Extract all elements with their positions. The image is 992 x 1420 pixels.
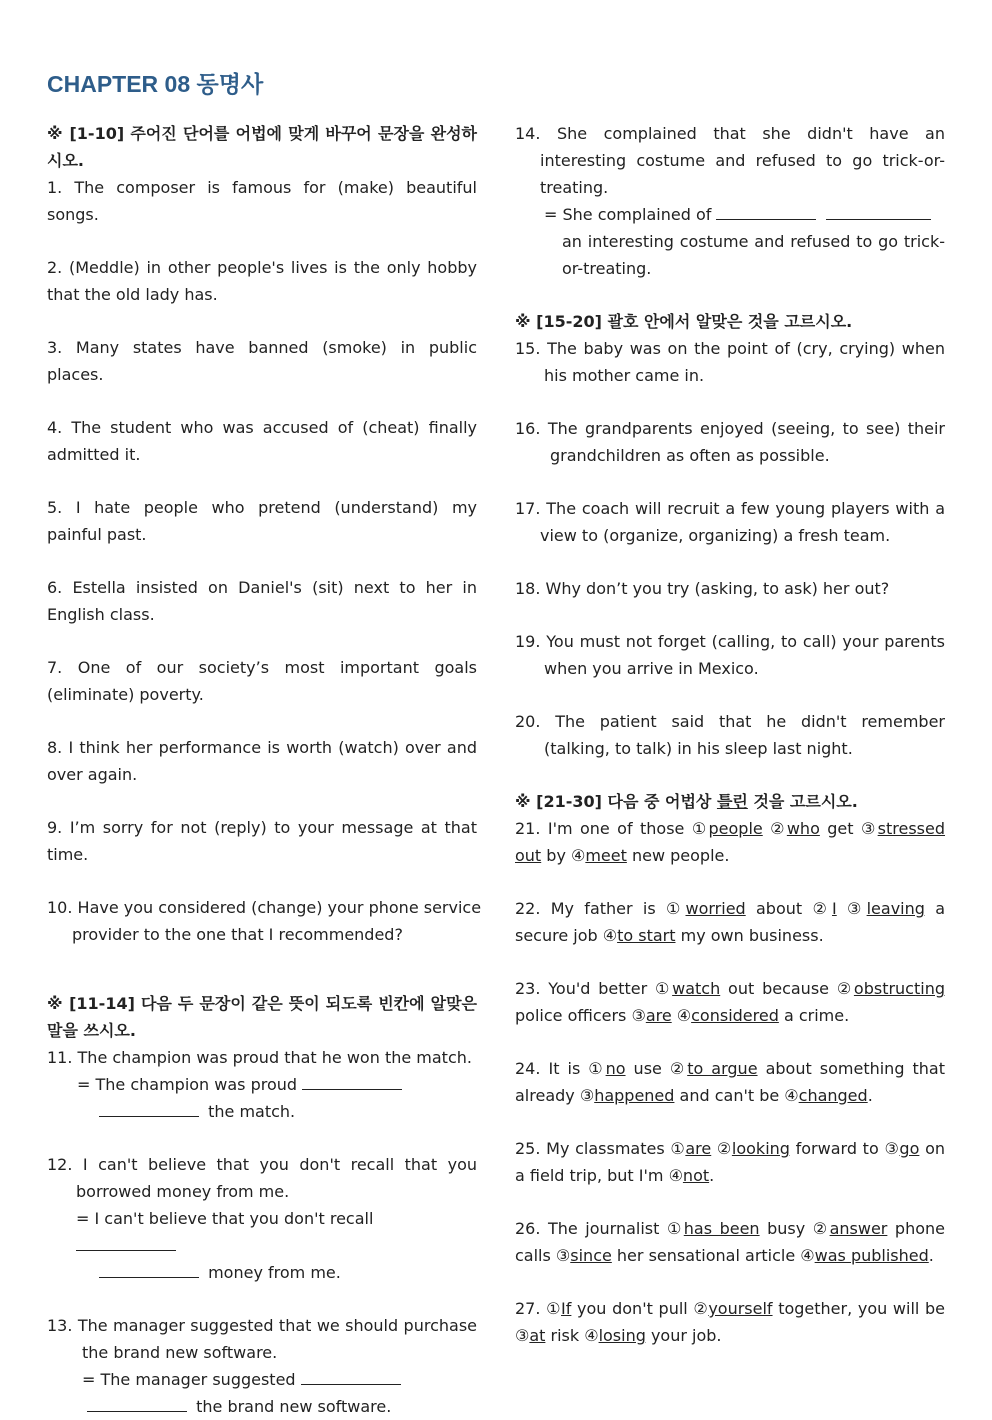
sentence-text: . [709,1166,715,1185]
question-22 [515,895,945,949]
question-2: 2. (Meddle) in other people's lives is the only hobby that the old lady has. [47,258,477,304]
sentence-text: a crime. [778,1006,850,1025]
question-18: 18. Why don’t you try (asking, to ask) her out? [515,579,890,598]
sentence-text: risk ④ [545,1326,599,1345]
question-12-answer-line-2 [47,1259,477,1286]
sentence-text: a secure job ④ [515,899,946,945]
section-4-heading [515,788,945,815]
answer-blank[interactable] [99,1260,199,1278]
question-12-text: 12. I can't believe that you don't recall that you borrowed money from me. [47,1155,477,1201]
underlined-option: stressed out [515,819,946,865]
sentence-text: . [928,1246,934,1265]
sentence-text: forward to ③ [789,1139,900,1158]
section-1-heading: ※ [1-10] 주어진 단어를 어법에 맞게 바꾸어 문장을 완성하시오. [47,124,477,170]
question-25 [515,1135,945,1189]
answer-blank[interactable] [716,202,816,220]
underlined-option: worried [685,899,746,918]
question-13-text: 13. The manager suggested that we should purchase the brand new software. [47,1316,477,1362]
question-10: 10. Have you considered (change) your phone service provider to the one that I recommended? [47,898,482,944]
underlined-option: at [529,1326,546,1345]
underlined-option: losing [598,1326,646,1345]
question-4: 4. The student who was accused of (cheat) finally admitted it. [47,418,477,464]
underlined-option: happened [594,1086,675,1105]
sentence-text: her sensational article ④ [611,1246,815,1265]
sentence-text: on a field trip, but I'm ④ [515,1139,946,1185]
underlined-option: people [708,819,763,838]
sentence-text: ③ [836,899,867,918]
question-14-answer-line-2: an interesting costume and refused to go trick-or-treating. [562,232,945,278]
sentence-text: phone calls ③ [515,1219,945,1265]
question-11-answer-line-1 [47,1071,477,1098]
question-6: 6. Estella insisted on Daniel's (sit) next to her in English class. [47,578,477,624]
sentence-text: police officers ③ [515,1006,646,1025]
question-20: 20. The patient said that he didn't remember (talking, to talk) in his sleep last night. [515,712,945,758]
sentence-text: 21. I'm one of those ① [515,819,709,838]
question-13 [47,1312,477,1420]
answer-blank[interactable] [99,1099,199,1117]
underlined-option: was published [814,1246,929,1265]
sentence-text: . [867,1086,873,1105]
question-17: 17. The coach will recruit a few young players with a view to (organize, organizing) a fresh team. [515,499,945,545]
sentence-text: out because ② [720,979,854,998]
underlined-option: meet [585,846,627,865]
underlined-option: yourself [708,1299,773,1318]
sentence-text: together, you will be ③ [515,1299,946,1345]
question-11-answer-suffix: the match. [208,1102,296,1121]
sentence-text: your job. [645,1326,722,1345]
question-16: 16. The grandparents enjoyed (seeing, to see) their grandchildren as often as possible. [515,419,945,465]
answer-blank[interactable] [302,1072,402,1090]
section-2-heading: ※ [11-14] 다음 두 문장이 같은 뜻이 되도록 빈칸에 알맞은 말을 쓰시오. [47,994,477,1040]
sentence-text: busy ② [759,1219,830,1238]
question-3: 3. Many states have banned (smoke) in public places. [47,338,477,384]
question-27 [515,1295,945,1349]
question-1: 1. The composer is famous for (make) beautiful songs. [47,178,477,224]
sentence-text: and can't be ④ [674,1086,799,1105]
sentence-text: 24. It is ① [515,1059,606,1078]
left-column [47,120,482,1420]
sentence-text: ④ [671,1006,692,1025]
sentence-text: get ③ [819,819,878,838]
question-14-answer-line-1 [515,201,945,228]
question-12-answer-line-1 [47,1205,477,1259]
underlined-option: not [682,1166,710,1185]
underlined-option: answer [829,1219,888,1238]
question-5: 5. I hate people who pretend (understand) my painful past. [47,498,477,544]
sentence-text: by ④ [541,846,586,865]
question-8: 8. I think her performance is worth (watch) over and over again. [47,738,477,784]
answer-blank[interactable] [826,202,931,220]
section-4-heading-post: 것을 고르시오. [747,792,858,811]
sentence-text: use ② [625,1059,688,1078]
sentence-text: new people. [626,846,730,865]
sentence-text: ② [711,1139,732,1158]
question-12-answer-prefix: = I can't believe that you don't recall [76,1209,374,1228]
underlined-option: go [899,1139,920,1158]
underlined-option: changed [798,1086,868,1105]
section-3-heading: ※ [15-20] 괄호 안에서 알맞은 것을 고르시오. [515,312,853,331]
sentence-text: my own business. [675,926,824,945]
underlined-option: watch [672,979,721,998]
question-23 [515,975,945,1029]
question-14-text: 14. She complained that she didn't have an interesting costume and refused to go trick-or-treating. [515,124,945,197]
question-14-answer-prefix: = She complained of [544,205,712,224]
underlined-option: to start [617,926,676,945]
question-13-answer-prefix: = The manager suggested [82,1370,296,1389]
underlined-option: to argue [687,1059,758,1078]
answer-blank[interactable] [76,1233,176,1251]
question-11-answer-line-2 [47,1098,477,1125]
question-14 [515,120,945,282]
sentence-text: you don't pull ② [571,1299,709,1318]
underlined-option: leaving [866,899,925,918]
question-15: 15. The baby was on the point of (cry, crying) when his mother came in. [515,339,945,385]
underlined-option: no [605,1059,626,1078]
section-4-heading-pre: ※ [21-30] 다음 중 어법상 [515,792,717,811]
sentence-text: 22. My father is ① [515,899,686,918]
question-7: 7. One of our society’s most important goals (eliminate) poverty. [47,658,477,704]
sentence-text: 25. My classmates ① [515,1139,686,1158]
underlined-option: obstructing [853,979,945,998]
answer-blank[interactable] [87,1394,187,1412]
question-11-answer-prefix: = The champion was proud [77,1075,298,1094]
sentence-text: ② [762,819,787,838]
sentence-text: 23. You'd better ① [515,979,673,998]
right-column [515,120,945,1349]
question-19: 19. You must not forget (calling, to call) your parents when you arrive in Mexico. [515,632,945,678]
question-12 [47,1151,477,1286]
underlined-option: If [561,1299,572,1318]
question-21 [515,815,945,869]
sentence-text: about ② [745,899,833,918]
question-13-answer-line-1 [47,1366,477,1393]
question-11-text: 11. The champion was proud that he won the match. [47,1048,472,1067]
answer-blank[interactable] [301,1367,401,1385]
question-26 [515,1215,945,1269]
underlined-option: since [570,1246,612,1265]
sentence-text: 26. The journalist ① [515,1219,684,1238]
underlined-option: considered [691,1006,779,1025]
sentence-text: about something that already ③ [515,1059,946,1105]
section-4-heading-underlined: 틀린 [716,792,748,811]
underlined-option: are [685,1139,712,1158]
underlined-option: are [645,1006,672,1025]
page-title: CHAPTER 08 동명사 [47,71,264,97]
question-11 [47,1044,477,1125]
question-12-answer-suffix: money from me. [208,1263,341,1282]
sentence-text: 27. ① [515,1299,562,1318]
question-13-answer-suffix: the brand new software. [196,1397,392,1416]
question-9: 9. I’m sorry for not (reply) to your message at that time. [47,818,477,864]
question-13-answer-line-2 [47,1393,477,1420]
underlined-option: has been [683,1219,760,1238]
question-24 [515,1055,945,1109]
underlined-option: looking [731,1139,790,1158]
underlined-option: I [832,899,837,918]
underlined-option: who [786,819,820,838]
